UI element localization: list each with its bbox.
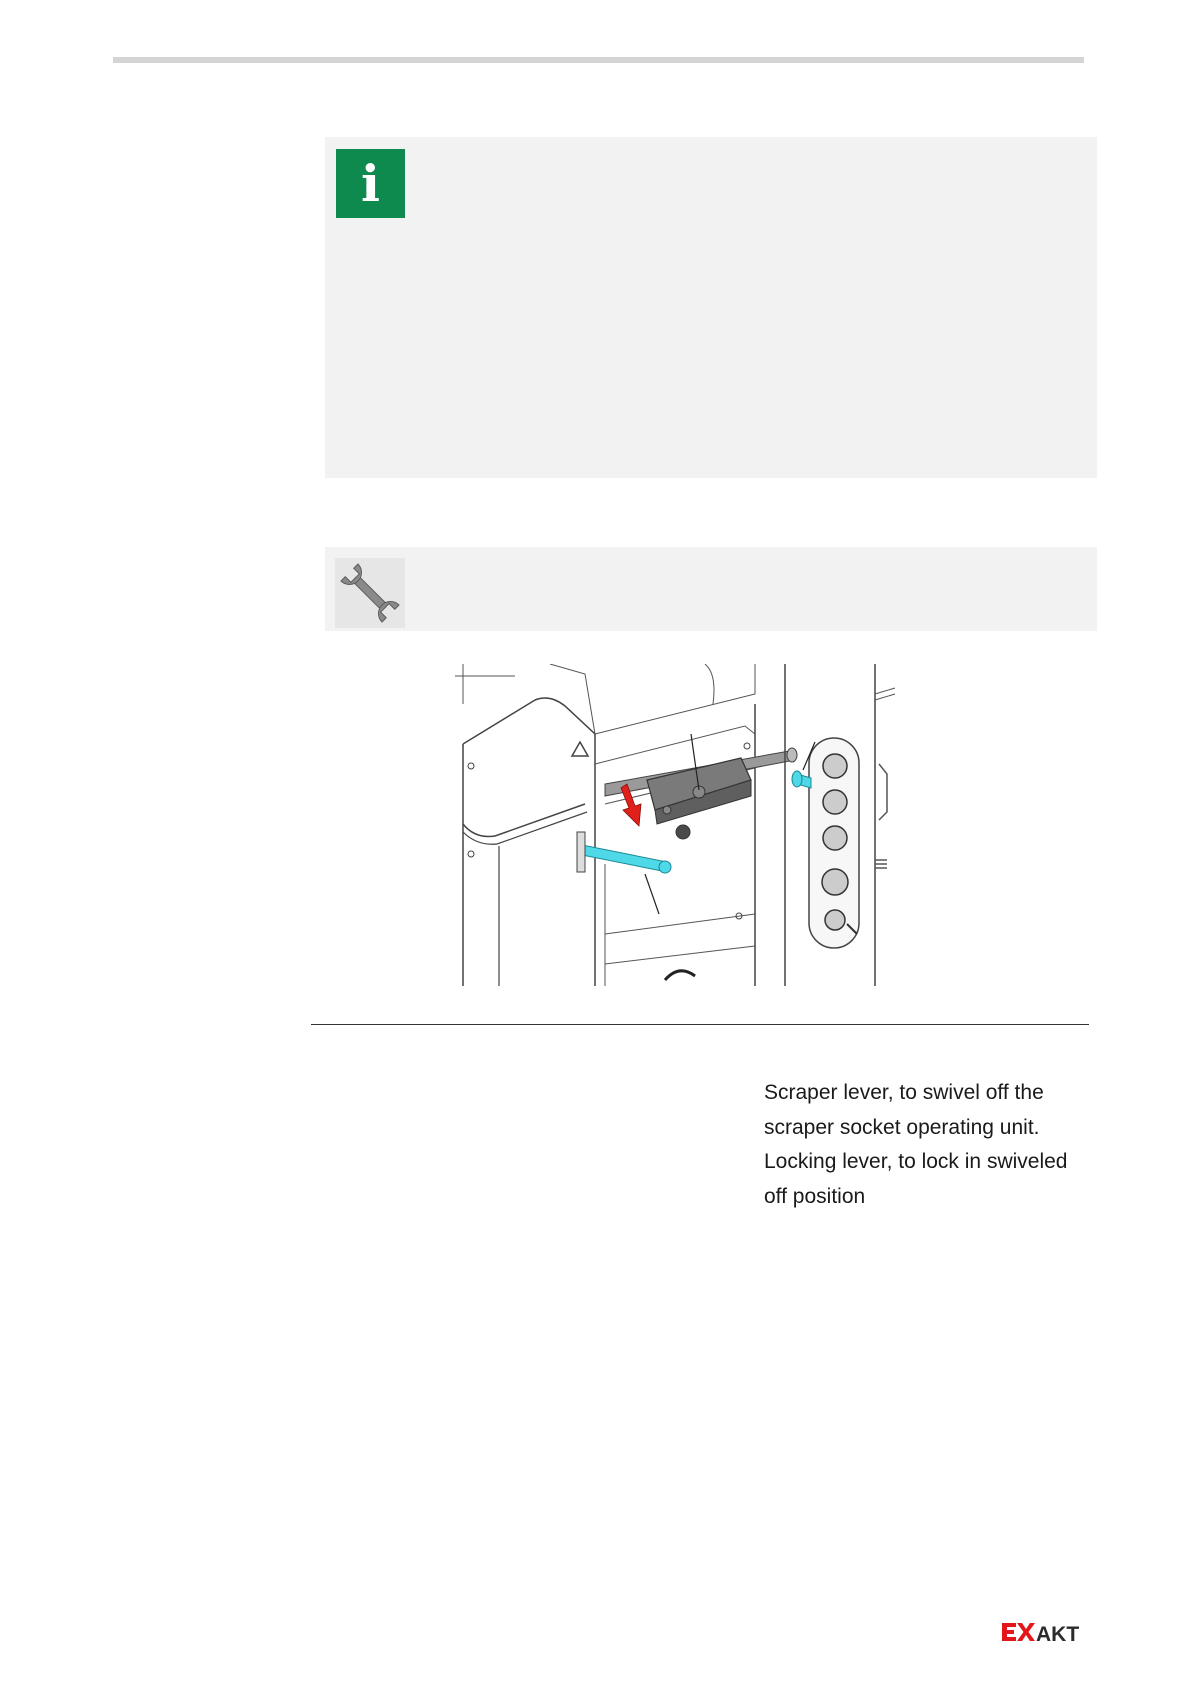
legend-line: scraper socket operating unit. xyxy=(764,1115,1040,1139)
legend-line: Locking lever, to lock in swiveled xyxy=(764,1150,1068,1173)
logo-wordmark: AKT xyxy=(1036,1623,1080,1644)
legend-line: Scraper lever, to swivel off the xyxy=(764,1081,1044,1104)
info-glyph: i xyxy=(361,153,380,213)
info-icon xyxy=(336,149,405,218)
legend-line: off position xyxy=(764,1184,866,1208)
tools-note-box xyxy=(325,547,1097,631)
exakt-logo xyxy=(1000,1620,1088,1644)
section-rule xyxy=(311,1024,1089,1025)
wrench-icon xyxy=(335,558,405,628)
legend-text xyxy=(764,1076,1094,1214)
info-note-box xyxy=(325,137,1097,478)
machine-illustration xyxy=(455,664,925,986)
header-rule xyxy=(113,57,1084,63)
